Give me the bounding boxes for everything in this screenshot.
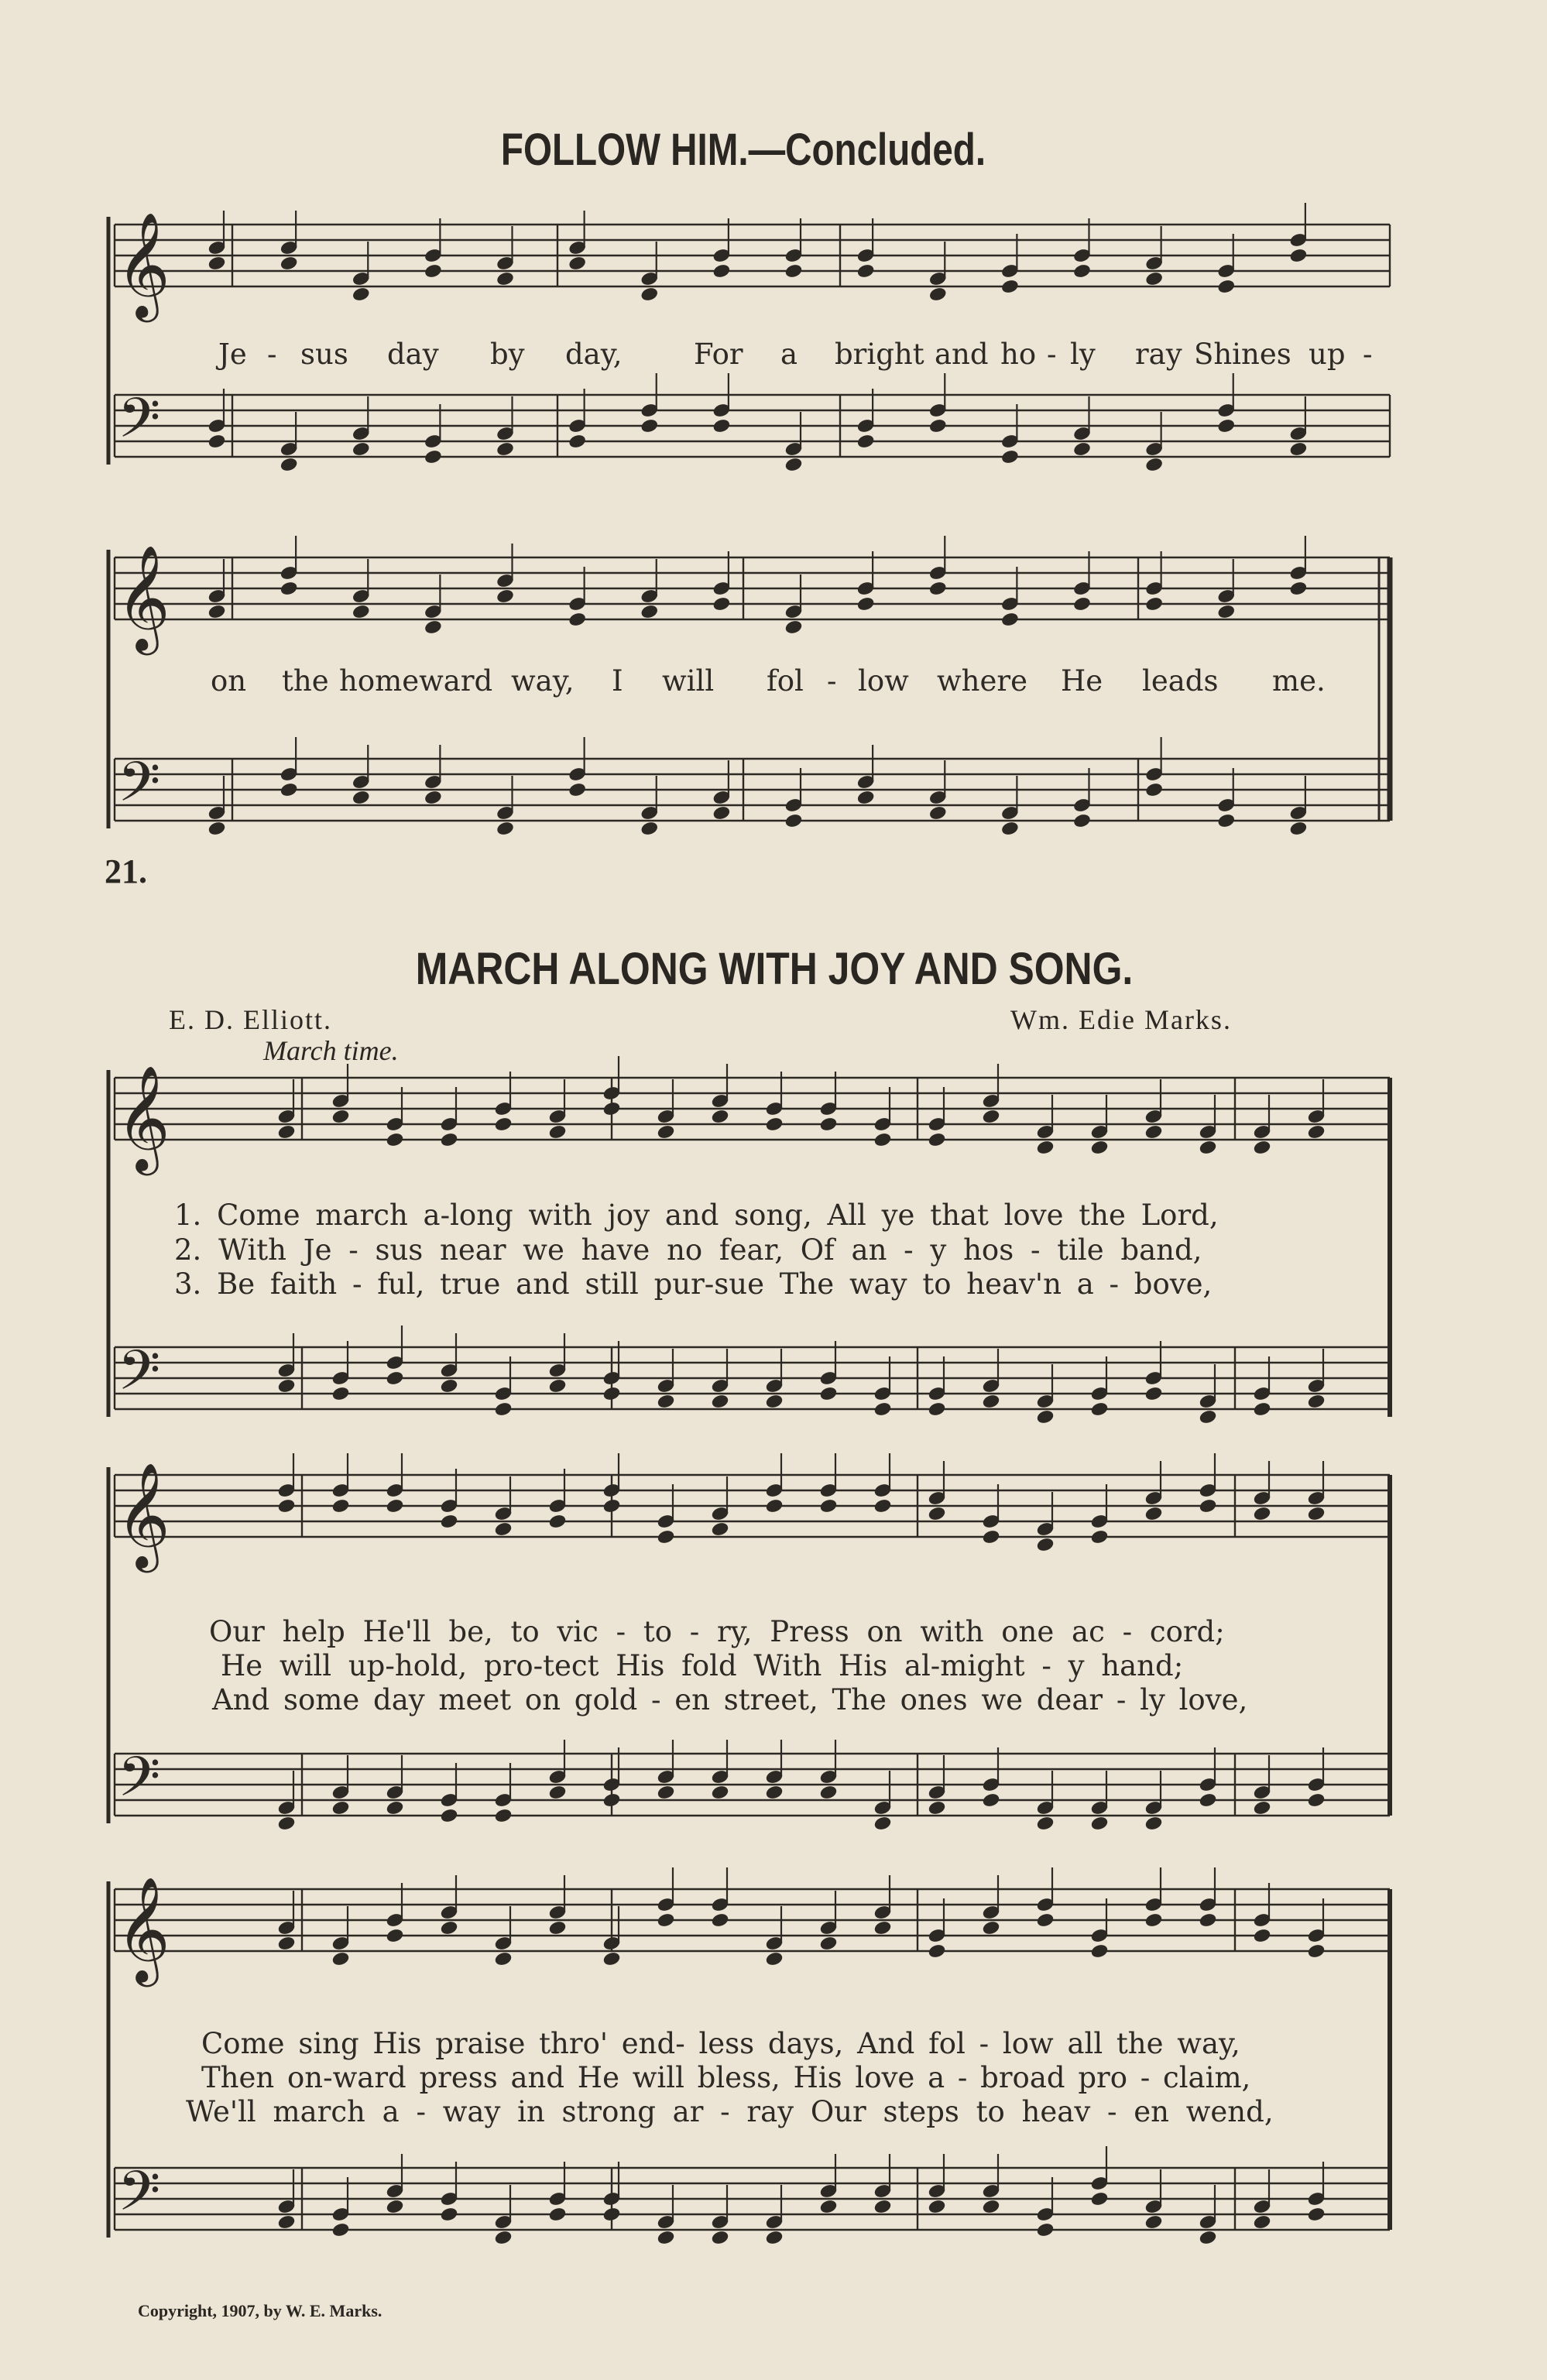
note-head [494, 1401, 513, 1417]
note-head [386, 1132, 404, 1147]
lyric-syllable: ly [1070, 338, 1096, 371]
note-head [208, 604, 226, 619]
note-head [1253, 1140, 1271, 1155]
composer-credit: Wm. Edie Marks. [1010, 1004, 1232, 1035]
clef-icon: 𝄢 [118, 1339, 161, 1416]
note-head [208, 255, 226, 271]
lyric-syllable: bright [835, 338, 924, 371]
note-head [352, 604, 370, 619]
note-head [819, 1386, 838, 1401]
note-head [928, 1943, 946, 1959]
note-head [280, 782, 298, 797]
note-head [1090, 1943, 1109, 1959]
note-head [928, 581, 947, 596]
note-head [496, 588, 515, 604]
clef-icon: 𝄢 [118, 386, 161, 464]
note-head [548, 1514, 567, 1529]
clef-icon: 𝄞 [116, 1875, 170, 1982]
note-head [711, 1785, 729, 1800]
note-head [1307, 1792, 1326, 1808]
note-head [548, 2207, 567, 2222]
note-head [765, 2230, 784, 2245]
lyric-syllable: - [827, 664, 837, 698]
note-head [1217, 604, 1236, 619]
note-head [711, 1912, 729, 1928]
note-head [1307, 1506, 1326, 1521]
note-head [440, 1132, 458, 1147]
note-head [819, 1116, 838, 1132]
note-head [657, 1912, 675, 1928]
note-head [657, 1785, 675, 1800]
copyright-notice: Copyright, 1907, by W. E. Marks. [138, 2301, 382, 2320]
note-head [711, 1521, 729, 1537]
clef-icon: 𝄢 [118, 1745, 161, 1823]
note-head [386, 2199, 404, 2214]
note-head [982, 1109, 1000, 1124]
note-head [602, 1951, 621, 1967]
lyric-syllable: a [780, 338, 798, 371]
hymn-a-title: FOLLOW HIM.—Concluded. [500, 125, 986, 175]
lyric-syllable: I [612, 664, 623, 698]
note-head [1036, 1912, 1055, 1928]
note-head [712, 418, 731, 434]
note-head [856, 790, 875, 805]
note-head [568, 255, 587, 271]
note-head [784, 457, 803, 472]
note-head [982, 1529, 1000, 1545]
note-head [640, 418, 659, 434]
hymn-number: 21. [105, 852, 147, 890]
note-head [496, 821, 515, 836]
note-head [657, 1529, 675, 1545]
note-head [1145, 271, 1164, 286]
note-head [856, 596, 875, 612]
lyric-syllable: For [694, 338, 743, 371]
note-head [1217, 813, 1236, 828]
note-head [1090, 1401, 1109, 1417]
note-head [928, 1132, 946, 1147]
note-head [331, 1951, 350, 1967]
note-head [928, 2199, 946, 2214]
note-head [873, 1816, 892, 1831]
note-head [548, 1124, 567, 1140]
note-head [352, 441, 370, 457]
note-head [1199, 1498, 1217, 1514]
lyric-syllable: day [387, 338, 439, 371]
note-head [982, 1920, 1000, 1936]
note-head [1145, 596, 1164, 612]
note-head [1090, 2191, 1109, 2207]
note-head [819, 1936, 838, 1951]
note-head [494, 1808, 513, 1823]
lyric-syllable: on [211, 664, 247, 698]
note-head [1289, 821, 1308, 836]
note-head [1144, 2214, 1163, 2230]
note-head [1036, 1409, 1055, 1425]
note-head [928, 805, 947, 821]
note-head [1253, 1506, 1271, 1521]
note-head [765, 1498, 784, 1514]
lyric-syllable: ray [1135, 338, 1182, 371]
note-head [548, 1920, 567, 1936]
note-head [1307, 2207, 1326, 2222]
lyric-syllable: by [490, 338, 525, 371]
lyric-syllable: and [935, 338, 989, 371]
note-head [1199, 1912, 1217, 1928]
lyric-syllable: will [662, 664, 715, 698]
note-head [711, 1394, 729, 1409]
lyric-syllable: Je [218, 338, 247, 371]
note-head [494, 2230, 513, 2245]
note-head [819, 2199, 838, 2214]
lyricist-credit: E. D. Elliott. [169, 1004, 332, 1035]
lyric-syllable: way, [511, 664, 575, 698]
clef-icon: 𝄢 [118, 2159, 161, 2237]
clef-icon: 𝄞 [116, 544, 170, 650]
verse-text: He will up-hold, pro-tect His fold With His al-might - y hand; [221, 1649, 1184, 1682]
note-head [640, 286, 659, 302]
note-head [1145, 782, 1164, 797]
note-head [928, 418, 947, 434]
note-head [640, 604, 659, 619]
note-head [208, 821, 226, 836]
lyric-syllable: ho [1000, 338, 1037, 371]
note-head [712, 805, 731, 821]
lyric-syllable: Shines [1194, 338, 1291, 371]
note-head [1289, 441, 1308, 457]
note-head [1307, 1124, 1326, 1140]
note-head [982, 1792, 1000, 1808]
note-head [602, 1101, 621, 1116]
lyric-syllable: leads [1142, 664, 1219, 698]
note-head [1199, 1140, 1217, 1155]
note-head [1144, 1386, 1163, 1401]
verse-text: Our help He'll be, to vic - to - ry, Press on with one ac - cord; [209, 1615, 1225, 1648]
verse-text: And some day meet on gold - en street, The ones we dear - ly love, [212, 1683, 1248, 1716]
note-head [280, 457, 298, 472]
clef-icon: 𝄞 [116, 211, 170, 317]
note-head [1199, 2230, 1217, 2245]
lyric-syllable: me. [1272, 664, 1326, 698]
note-head [424, 449, 443, 465]
note-head [424, 619, 443, 635]
note-head [928, 1800, 946, 1816]
note-head [982, 2199, 1000, 2214]
note-head [386, 1928, 404, 1943]
note-head [1307, 1943, 1326, 1959]
lyric-syllable: He [1061, 664, 1103, 698]
note-head [602, 1498, 621, 1514]
note-head [765, 1394, 784, 1409]
note-head [1145, 457, 1164, 472]
note-head [856, 263, 875, 279]
note-head [440, 2207, 458, 2222]
lyric-syllable: fol [767, 664, 804, 698]
note-head [1144, 1124, 1163, 1140]
note-head [602, 2207, 621, 2222]
tempo-marking: March time. [263, 1035, 399, 1066]
note-head [928, 286, 947, 302]
note-head [711, 2230, 729, 2245]
note-head [784, 813, 803, 828]
clef-icon: 𝄞 [116, 1461, 170, 1568]
note-head [440, 1920, 458, 1936]
note-head [440, 1808, 458, 1823]
lyric-syllable: - [1363, 338, 1373, 371]
note-head [1289, 248, 1308, 263]
note-head [331, 1386, 350, 1401]
clef-icon: 𝄢 [118, 750, 161, 828]
note-head [1036, 2222, 1055, 2238]
note-head [602, 1386, 621, 1401]
note-head [928, 1401, 946, 1417]
note-head [331, 1498, 350, 1514]
note-head [568, 782, 587, 797]
note-head [856, 434, 875, 449]
note-head [1090, 1816, 1109, 1831]
note-head [1073, 263, 1092, 279]
note-head [1307, 1394, 1326, 1409]
note-head [873, 1498, 892, 1514]
lyric-syllable: up [1309, 338, 1346, 371]
note-head [928, 1506, 946, 1521]
note-head [1001, 821, 1020, 836]
note-head [352, 790, 370, 805]
note-head [602, 1792, 621, 1808]
note-head [440, 1378, 458, 1394]
note-head [440, 1514, 458, 1529]
lyric-syllable: the [282, 664, 329, 698]
note-head [712, 263, 731, 279]
clef-icon: 𝄞 [116, 1064, 170, 1171]
lyric-syllable: sus [300, 338, 348, 371]
verse-text: Then on-ward press and He will bless, His love a - broad pro - claim, [201, 2061, 1251, 2094]
note-head [765, 1951, 784, 1967]
lyric-syllable: homeward [339, 664, 493, 698]
note-head [1217, 418, 1236, 434]
note-head [873, 1920, 892, 1936]
note-head [496, 441, 515, 457]
note-head [1144, 1816, 1163, 1831]
note-head [873, 1401, 892, 1417]
note-head [784, 263, 803, 279]
verse-text: 1. Come march a-long with joy and song, All ye that love the Lord, [174, 1199, 1219, 1232]
note-head [331, 1109, 350, 1124]
lyric-syllable: - [267, 338, 277, 371]
note-head [873, 2199, 892, 2214]
note-head [1144, 1912, 1163, 1928]
note-head [1090, 1529, 1109, 1545]
note-head [331, 1800, 350, 1816]
note-head [548, 1785, 567, 1800]
note-head [277, 2214, 296, 2230]
note-head [277, 1936, 296, 1951]
note-head [1001, 612, 1020, 627]
note-head [386, 1800, 404, 1816]
note-head [496, 271, 515, 286]
verse-text: Come sing His praise thro' end- less days, And fol - low all the way, [201, 2027, 1240, 2060]
note-head [568, 434, 587, 449]
note-head [280, 255, 298, 271]
note-head [386, 1370, 404, 1386]
note-head [1073, 813, 1092, 828]
note-head [1253, 2214, 1271, 2230]
lyric-syllable: where [937, 664, 1027, 698]
note-head [1073, 441, 1092, 457]
note-head [657, 1124, 675, 1140]
note-head [982, 1394, 1000, 1409]
note-head [765, 1116, 784, 1132]
verse-text: 3. Be faith - ful, true and still pur-sue The way to heav'n a - bove, [174, 1267, 1213, 1301]
note-head [1036, 1140, 1055, 1155]
note-head [424, 790, 443, 805]
note-head [1036, 1537, 1055, 1552]
note-head [277, 1498, 296, 1514]
note-head [352, 286, 370, 302]
note-head [208, 434, 226, 449]
note-head [711, 1109, 729, 1124]
note-head [424, 263, 443, 279]
note-head [1217, 279, 1236, 294]
note-head [1090, 1140, 1109, 1155]
note-head [784, 619, 803, 635]
note-head [277, 1124, 296, 1140]
note-head [712, 596, 731, 612]
note-head [657, 2230, 675, 2245]
note-head [1036, 1816, 1055, 1831]
note-head [494, 1951, 513, 1967]
note-head [873, 1132, 892, 1147]
note-head [331, 2222, 350, 2238]
note-head [494, 1116, 513, 1132]
note-head [494, 1521, 513, 1537]
note-head [657, 1394, 675, 1409]
verse-text: 2. With Je - sus near we have no fear, Of an - y hos - tile band, [174, 1233, 1202, 1267]
note-head [1001, 279, 1020, 294]
verse-text: We'll march a - way in strong ar - ray Our steps to heav - en wend, [186, 2095, 1274, 2128]
note-head [1253, 1401, 1271, 1417]
note-head [765, 1785, 784, 1800]
note-head [1253, 1800, 1271, 1816]
note-head [548, 1378, 567, 1394]
note-head [1001, 449, 1020, 465]
note-head [1073, 596, 1092, 612]
note-head [1253, 1928, 1271, 1943]
note-head [280, 581, 298, 596]
note-head [277, 1378, 296, 1394]
note-head [819, 1785, 838, 1800]
note-head [1289, 581, 1308, 596]
note-head [819, 1498, 838, 1514]
note-head [1199, 1409, 1217, 1425]
note-head [568, 612, 587, 627]
note-head [386, 1498, 404, 1514]
note-head [277, 1816, 296, 1831]
note-head [1199, 1792, 1217, 1808]
lyric-syllable: day, [565, 338, 623, 371]
lyric-syllable: - [1047, 338, 1057, 371]
hymn-b-title: MARCH ALONG WITH JOY AND SONG. [415, 944, 1134, 994]
note-head [640, 821, 659, 836]
note-head [1144, 1506, 1163, 1521]
lyric-syllable: low [858, 664, 909, 698]
